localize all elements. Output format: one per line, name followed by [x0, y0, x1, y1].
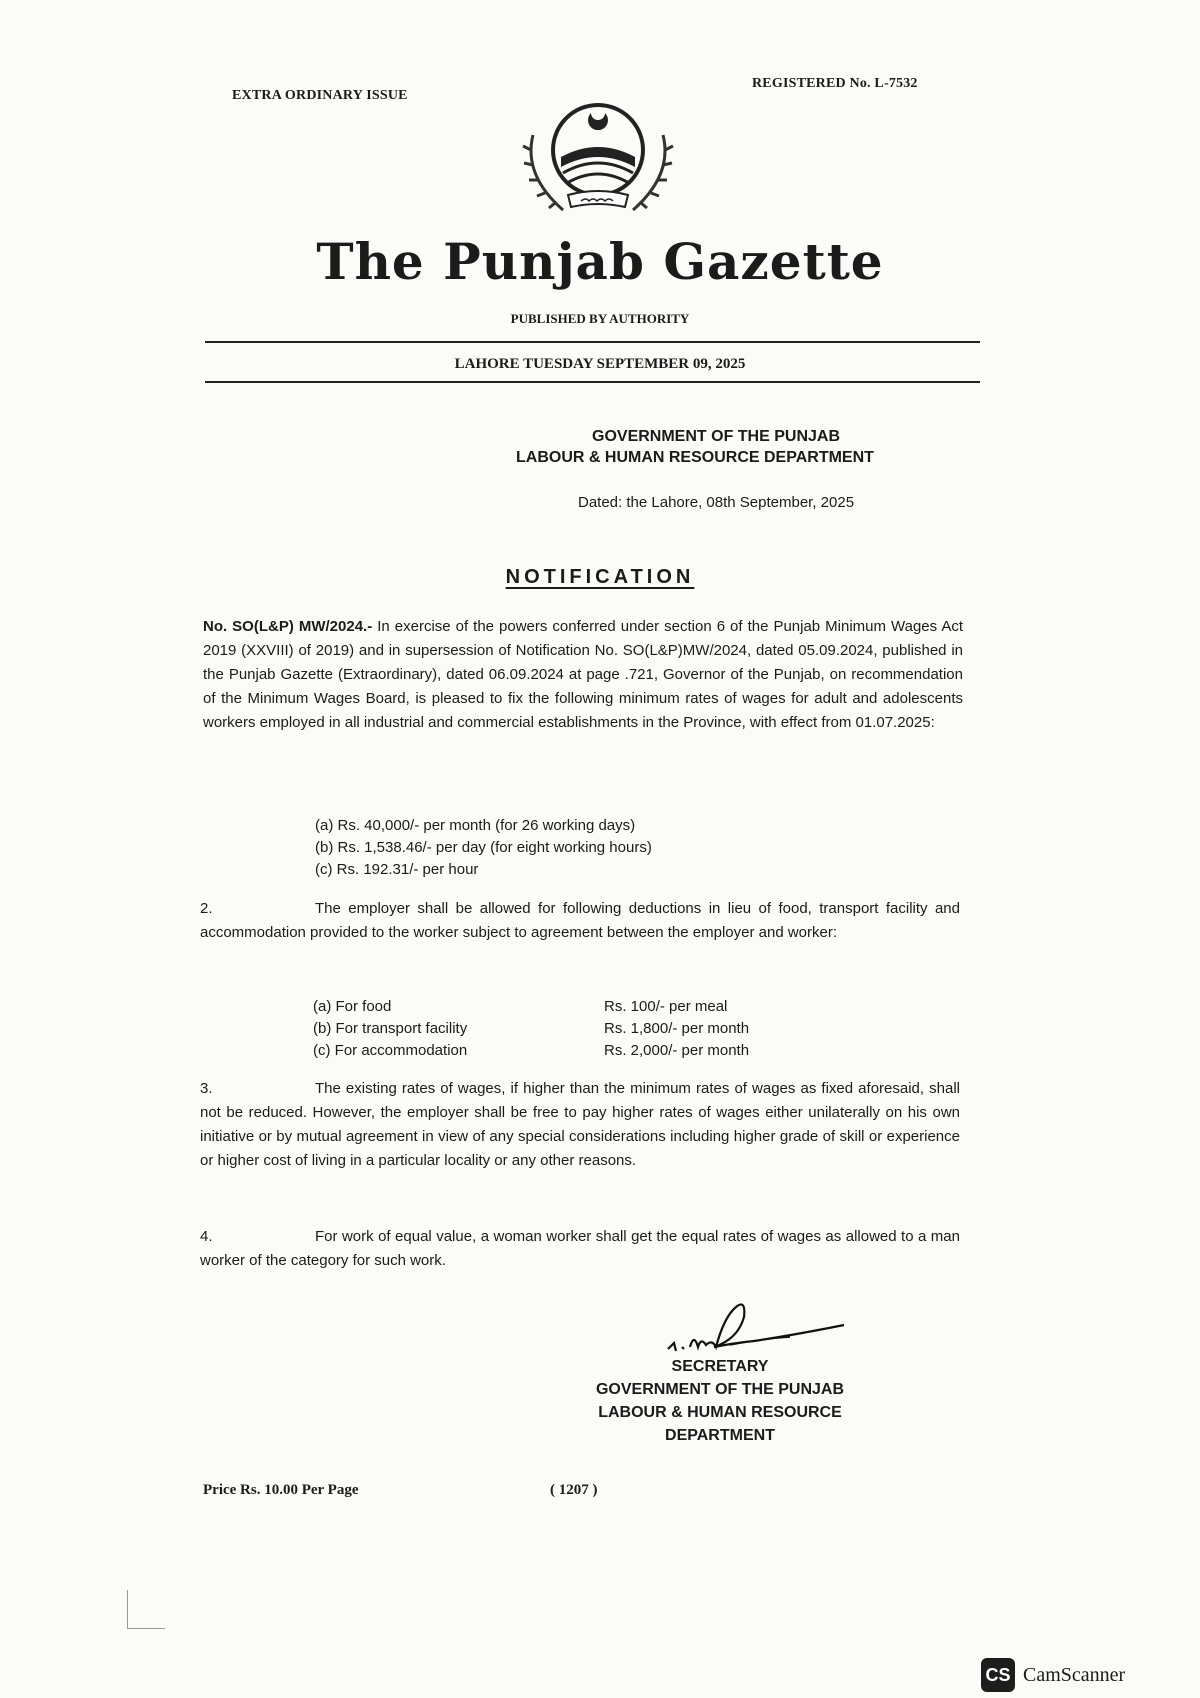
- issue-label: EXTRA ORDINARY ISSUE: [232, 88, 408, 103]
- price-per-page: Price Rs. 10.00 Per Page: [203, 1482, 359, 1498]
- wage-rate-day: (b) Rs. 1,538.46/- per day (for eight working hours): [315, 839, 652, 856]
- header-divider-bottom: [205, 381, 980, 383]
- gazette-title: The Punjab Gazette: [316, 232, 884, 291]
- notification-paragraph-3: 3. The existing rates of wages, if higher than the minimum rates of wages as fixed aforesaid, shall not be reduced. However, the employer shall be free to pay higher rates of wages either unilaterally on his own initiative or by mutual agreement in view of any special considerations including higher grade of skill or experience or higher cost of living in a particular locality or any other reasons.: [200, 1080, 960, 1169]
- published-by-authority: PUBLISHED BY AUTHORITY: [510, 311, 690, 326]
- deduction-item: (b) For transport facility: [313, 1020, 468, 1037]
- notification-paragraph-1: No. SO(L&P) MW/2024.- In exercise of the powers conferred under section 6 of the Punjab Minimum Wages Act 2019 (XXVIII) of 2019) and in supersession of Notification No. SO(L&P)MW/2024, dated 05.09.2024, published in the Punjab Gazette (Extraordinary), dated 06.09.2024 at page .721, Governor of the Punjab, on recommendation of the Minimum Wages Board, is pleased to fix the following minimum rates of wages for adult and adolescents workers employed in all industrial and commercial establishments in the Province, with effect from 01.07.2025:: [203, 618, 964, 731]
- notification-heading: NOTIFICATION: [505, 566, 695, 588]
- scan-margin-mark: [127, 1628, 165, 1629]
- deduction-item: (a) For food: [313, 998, 392, 1015]
- deduction-item: (c) For accommodation: [313, 1042, 468, 1059]
- wage-rate-month: (a) Rs. 40,000/- per month (for 26 working days): [315, 817, 636, 834]
- signatory-line-2: GOVERNMENT OF THE PUNJAB: [595, 1381, 844, 1398]
- deduction-amount: Rs. 1,800/- per month: [604, 1020, 750, 1037]
- signatory-title: SECRETARY: [671, 1358, 769, 1375]
- registration-number: REGISTERED No. L-7532: [752, 76, 918, 91]
- camscanner-watermark: CamScanner: [1023, 1664, 1126, 1686]
- deduction-amount: Rs. 2,000/- per month: [604, 1042, 750, 1059]
- page-number: ( 1207 ): [550, 1482, 598, 1498]
- dated-line: Dated: the Lahore, 08th September, 2025: [578, 494, 855, 511]
- notification-paragraph-2: 2. The employer shall be allowed for following deductions in lieu of food, transport facility and accommodation provided to the worker subject to agreement between the employer and worker:: [200, 900, 960, 941]
- department-line-2: LABOUR & HUMAN RESOURCE DEPARTMENT: [516, 449, 874, 466]
- signatory-line-3: LABOUR & HUMAN RESOURCE: [598, 1404, 842, 1421]
- camscanner-logo-icon: CS: [981, 1658, 1015, 1692]
- scan-margin-mark: [127, 1590, 128, 1628]
- header-divider-top: [205, 341, 980, 343]
- wage-rate-hour: (c) Rs. 192.31/- per hour: [315, 861, 479, 878]
- signatory-line-4: DEPARTMENT: [665, 1427, 775, 1444]
- department-line-1: GOVERNMENT OF THE PUNJAB: [592, 428, 841, 445]
- notification-ref: No. SO(L&P) MW/2024.-: [203, 618, 373, 635]
- notification-paragraph-4: 4. For work of equal value, a woman worker shall get the equal rates of wages as allowed to a man worker of the category for such work.: [200, 1228, 960, 1269]
- deduction-amount: Rs. 100/- per meal: [604, 998, 728, 1015]
- punjab-emblem-icon: [503, 95, 693, 225]
- publication-dateline: LAHORE TUESDAY SEPTEMBER 09, 2025: [454, 356, 746, 372]
